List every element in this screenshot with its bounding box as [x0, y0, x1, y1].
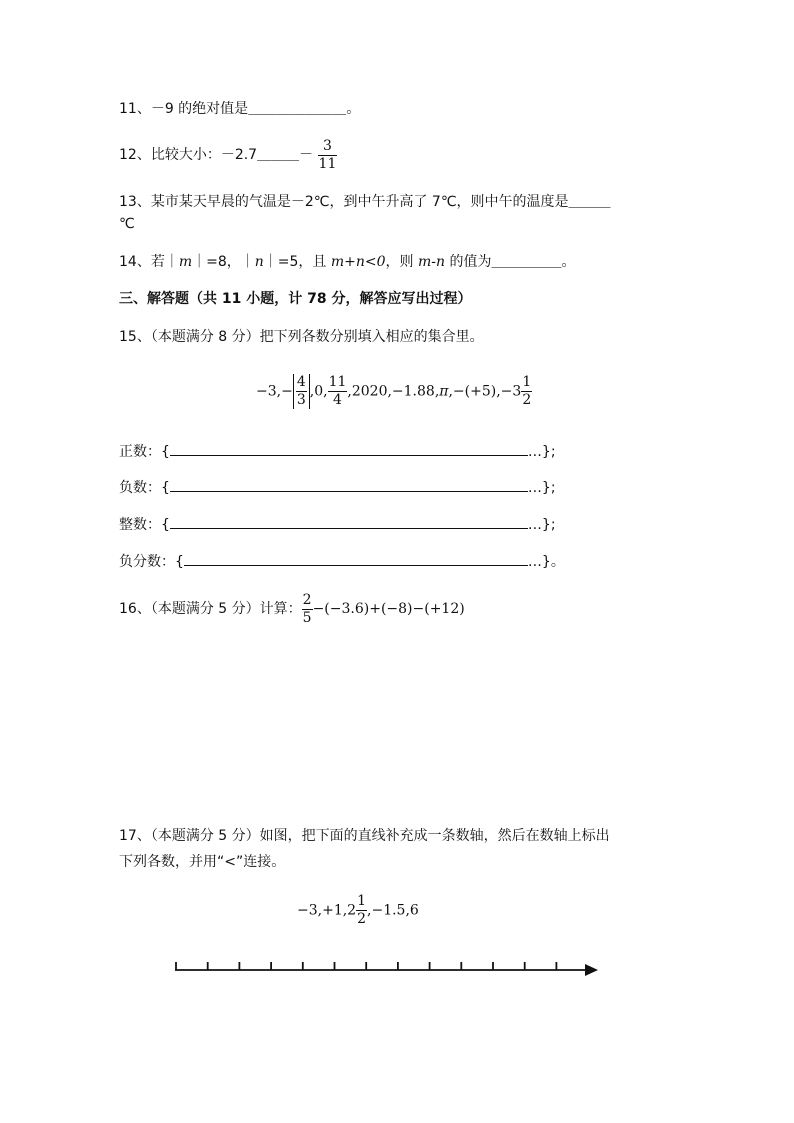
section-3-heading	[119, 289, 471, 309]
q15-expr-part-3: ,2020,−1.88,	[347, 383, 440, 400]
q12-frac-num: 3	[318, 138, 338, 156]
q14-text-3: ｜=5，且	[263, 254, 331, 270]
q14-expr-1: m+n<0	[330, 254, 386, 270]
q15-f1-num: 11	[328, 374, 347, 390]
q15-set-integer	[119, 514, 556, 534]
number-line-ticks	[176, 962, 556, 970]
set-answer-blank[interactable]	[170, 514, 528, 529]
q16-text: （本题满分 5 分）计算：	[150, 601, 302, 617]
q14-expr-2: m-n	[418, 254, 446, 270]
q16-frac-num: 2	[302, 591, 312, 608]
q15-pi: π	[439, 383, 449, 400]
set-answer-blank[interactable]	[170, 477, 528, 492]
q16-fraction	[302, 592, 313, 627]
q17-fraction	[356, 893, 367, 928]
q14-text-5: 的值为	[445, 254, 492, 270]
set-end: …};	[527, 517, 556, 533]
q12-minus: －	[299, 147, 314, 163]
question-15	[119, 327, 484, 347]
q13-unit: ℃	[119, 216, 135, 232]
q11-text: －9 的绝对值是	[150, 101, 249, 117]
set-answer-blank[interactable]	[184, 551, 528, 566]
question-17	[119, 826, 610, 846]
question-11	[119, 99, 360, 119]
set-answer-blank[interactable]	[170, 441, 528, 456]
q17-expr-part-2: ,−1.5,6	[367, 902, 419, 919]
q17-number: 17、	[119, 828, 151, 844]
set-end: …};	[527, 480, 556, 496]
question-13	[119, 192, 611, 212]
q16-frac-den: 5	[302, 609, 312, 626]
number-line-arrow	[585, 964, 598, 976]
q12-text: 比较大小：－2.7	[150, 147, 258, 163]
section-3-title: 三、解答题（共 11 小题，计 78 分，解答应写出过程）	[119, 291, 472, 307]
q15-expr-part-4: ,−(+5),−3	[448, 383, 522, 400]
q14-var-n: n	[254, 254, 264, 270]
question-16	[119, 590, 465, 628]
q13-blank[interactable]: ＿＿＿	[568, 194, 611, 210]
question-12	[119, 136, 337, 174]
q15-set-negative	[119, 477, 556, 497]
set-label: 负分数：{	[119, 554, 184, 570]
q15-set-positive	[119, 441, 556, 461]
q11-end: 。	[346, 101, 361, 117]
question-17-line-2	[119, 852, 285, 872]
q14-text-2: ｜=8，｜	[192, 254, 255, 270]
q16-expression: −(−3.6)+(−8)−(+12)	[312, 601, 465, 617]
set-end: …};	[527, 444, 556, 460]
q15-number: 15、	[119, 329, 151, 345]
q15-expr-part-2: ,0,	[309, 383, 328, 400]
q17-text-line-2: 下列各数，并用“<”连接。	[119, 854, 286, 870]
q17-frac-den: 2	[357, 911, 367, 927]
q17-text-line-1: （本题满分 5 分）如图，把下面的直线补充成一条数轴，然后在数轴上标出	[150, 828, 610, 844]
q15-fraction-1	[328, 374, 348, 409]
q15-f2-num: 1	[522, 374, 532, 390]
q13-number: 13、	[119, 194, 151, 210]
q15-expr-part-1: −3,−	[256, 383, 293, 400]
q15-f2-den: 2	[522, 392, 532, 408]
q15-f1-den: 4	[333, 392, 342, 408]
q17-expr-part-1: −3,+1,2	[297, 902, 357, 919]
q14-text-1: 若｜	[150, 254, 179, 270]
q12-blank[interactable]: ＿＿＿	[257, 147, 300, 163]
q17-number-line[interactable]	[0, 956, 794, 986]
q15-abs-value	[293, 374, 310, 409]
set-end: …}。	[527, 554, 565, 570]
q15-abs-den: 3	[296, 392, 306, 408]
set-label: 正数：{	[119, 444, 170, 460]
q15-number-list	[256, 374, 532, 409]
q12-fraction	[318, 138, 338, 173]
q14-end: 。	[561, 254, 576, 270]
q13-text: 某市某天早晨的气温是－2℃，到中午升高了 7℃，则中午的温度是	[150, 194, 569, 210]
q14-blank[interactable]: ＿＿＿＿＿	[491, 254, 562, 270]
q11-blank[interactable]: ＿＿＿＿＿＿＿	[248, 101, 347, 117]
set-label: 整数：{	[119, 517, 170, 533]
q14-text-4: ，则	[385, 254, 418, 270]
q15-set-negative-fraction	[119, 551, 565, 571]
q17-frac-num: 1	[357, 893, 367, 909]
q15-text: （本题满分 8 分）把下列各数分别填入相应的集合里。	[150, 329, 484, 345]
q12-number: 12、	[119, 147, 151, 163]
question-13-unit-line	[119, 214, 135, 234]
q17-number-list	[297, 893, 419, 928]
q16-number: 16、	[119, 601, 151, 617]
q11-number: 11、	[119, 101, 151, 117]
q14-var-m: m	[178, 254, 193, 270]
q12-frac-den: 11	[318, 155, 337, 172]
set-label: 负数：{	[119, 480, 170, 496]
question-14	[119, 252, 575, 272]
q15-abs-num: 4	[296, 374, 306, 390]
q14-number: 14、	[119, 254, 151, 270]
q15-fraction-2	[521, 374, 532, 409]
